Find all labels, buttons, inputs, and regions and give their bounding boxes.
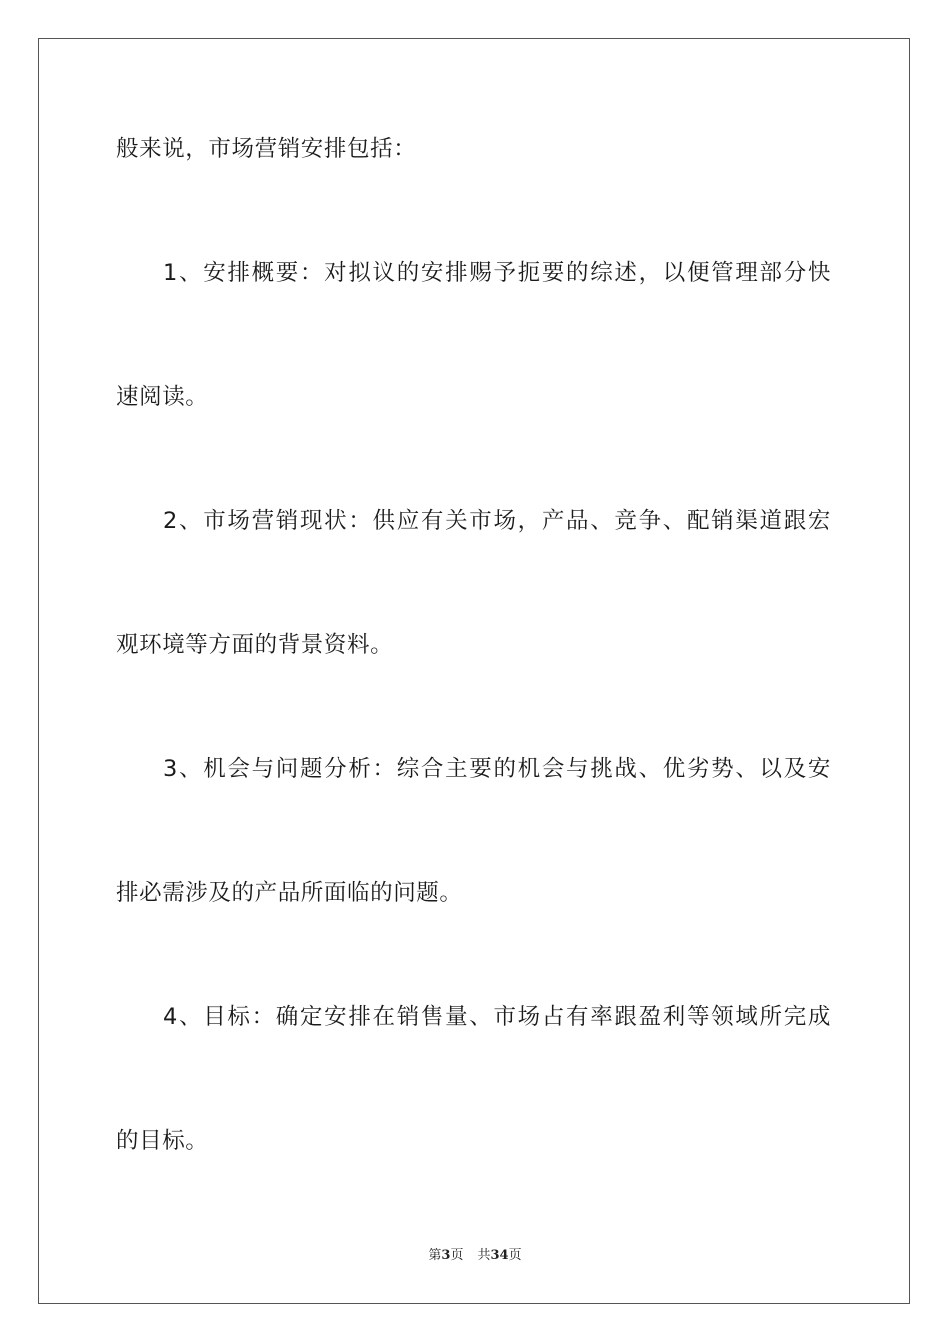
- page-footer: [0, 1247, 950, 1265]
- text-line: 2、市场营销现状：供应有关市场，产品、竞争、配销渠道跟宏: [163, 508, 831, 534]
- page-number: 3: [441, 1248, 451, 1263]
- total-suffix: 页: [508, 1248, 522, 1263]
- text-line: 速阅读。: [116, 384, 209, 410]
- text-line: 1、安排概要：对拟议的安排赐予扼要的综述，以便管理部分快: [163, 260, 831, 286]
- page-suffix: 页: [450, 1248, 464, 1263]
- total-prefix: 共: [477, 1248, 491, 1263]
- text-line: 排必需涉及的产品所面临的问题。: [116, 880, 463, 906]
- text-line: 般来说，市场营销安排包括：: [116, 136, 417, 162]
- page-prefix: 第: [428, 1248, 442, 1263]
- total-pages: 34: [490, 1248, 509, 1263]
- text-line: 的目标。: [116, 1128, 209, 1154]
- text-line: 观环境等方面的背景资料。: [116, 632, 394, 658]
- page-border: [38, 38, 910, 1304]
- text-line: 4、目标：确定安排在销售量、市场占有率跟盈利等领域所完成: [163, 1004, 831, 1030]
- text-line: 3、机会与问题分析：综合主要的机会与挑战、优劣势、以及安: [163, 756, 831, 782]
